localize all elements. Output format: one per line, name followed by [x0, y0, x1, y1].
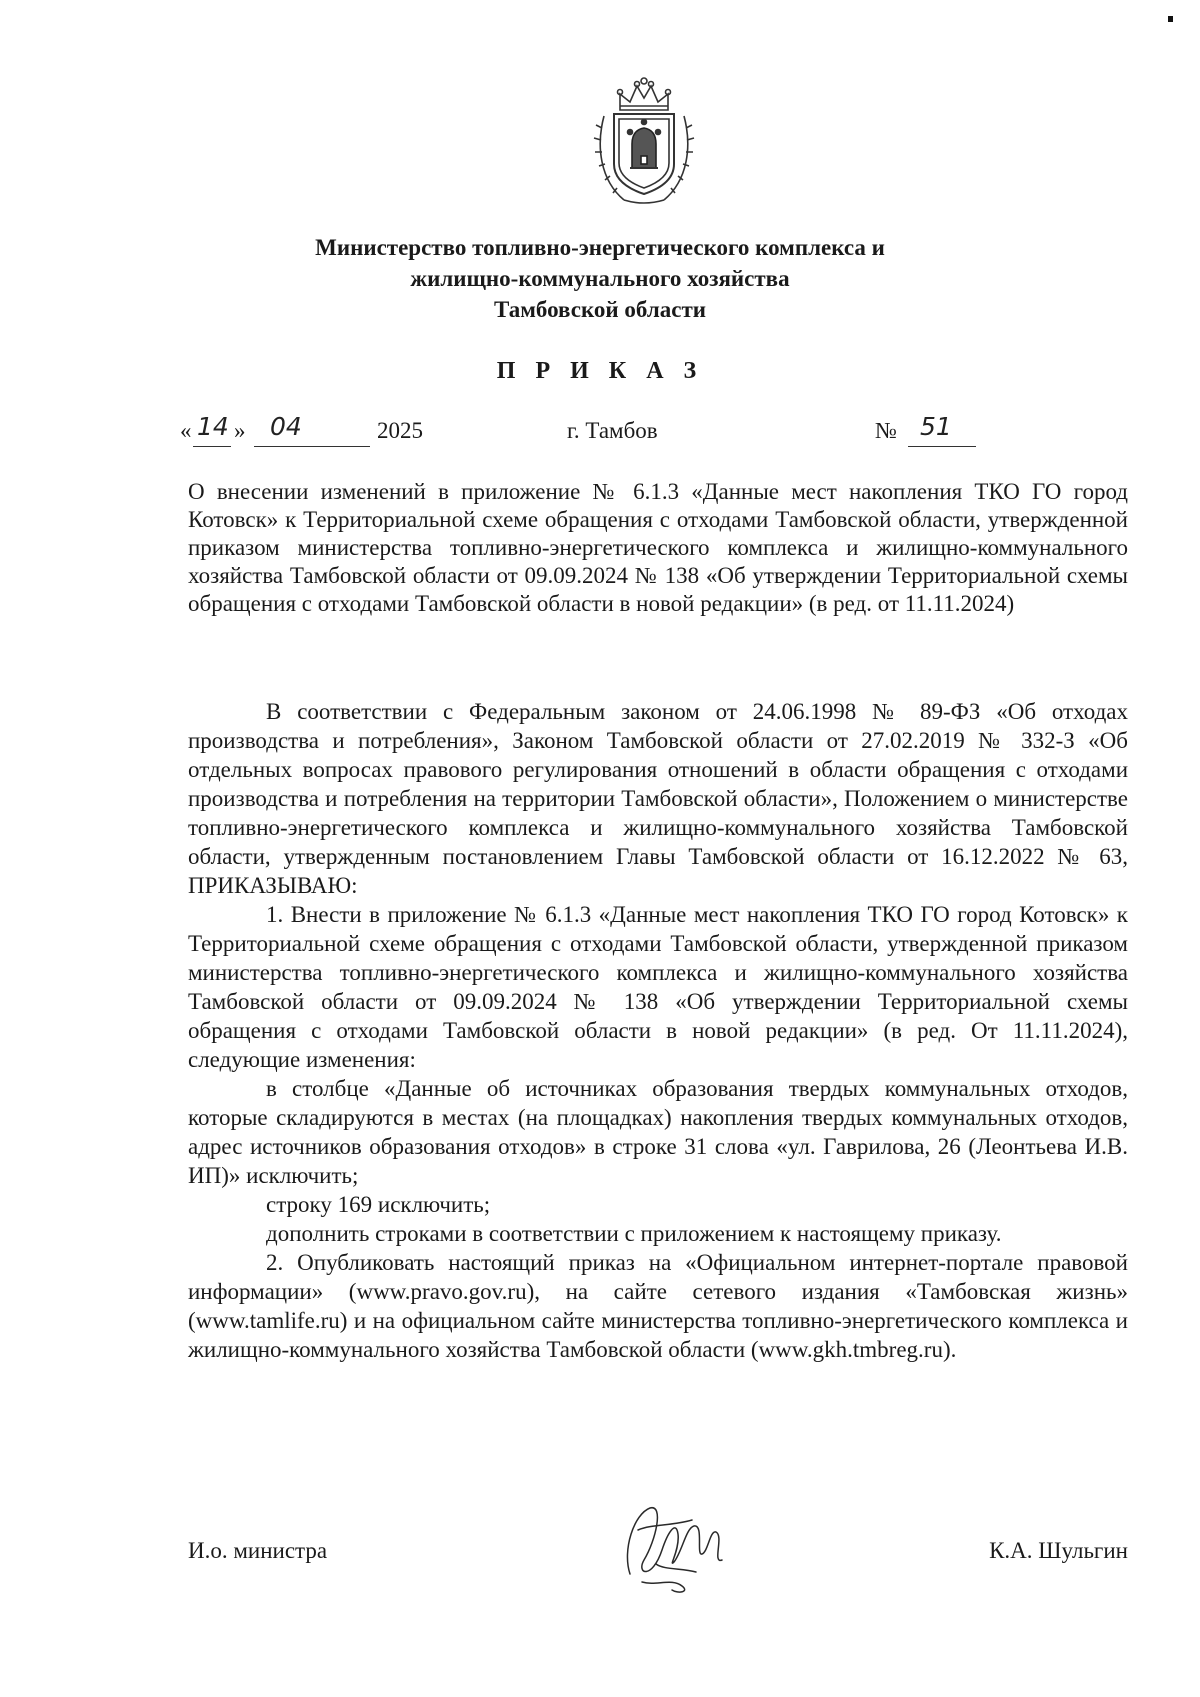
date-close-quote: »: [234, 418, 246, 443]
signatory-position: И.о. министра: [188, 1538, 328, 1563]
handwritten-signature-icon: [612, 1490, 742, 1600]
date-open-quote: «: [180, 418, 192, 443]
scan-speck: [1168, 16, 1173, 22]
ministry-line-1: Министерство топливно-энергетического комплекса и: [315, 235, 885, 260]
signatory-name: К.А. Шульгин: [989, 1538, 1128, 1563]
date-year: 2025: [377, 418, 423, 443]
ministry-line-2: жилищно-коммунального хозяйства: [410, 266, 790, 291]
date-month: 04: [270, 412, 302, 441]
preamble-paragraph: В соответствии с Федеральным законом от 24.06.1998 № 89-ФЗ «Об отходах производства и потребления», Законом Тамбовской области от 27.02.2019 № 332-З «Об отдельных вопросах правового регулирования отношений в области обращения с отходами производства и потребления на территории Тамбовской области», Положением о министерстве топливно-энергетического комплекса и жилищно-коммунального хозяйства Тамбовской области, утвержденным постановлением Главы Тамбовской области от 16.12.2022 № 63, ПРИКАЗЫВАЮ:: [188, 699, 1128, 898]
document-type-title: П Р И К А З: [496, 358, 704, 384]
date-day: 14: [197, 412, 229, 441]
order-body: [188, 697, 1128, 1364]
order-subject: О внесении изменений в приложение № 6.1.3 «Данные мест накопления ТКО ГО город Котовск» к Территориальной схеме обращения с отходами Тамбовской области, утвержденной приказом министерства топливно-энергетического комплекса и жилищно-коммунального хозяйства Тамбовской области от 09.09.2024 № 138 «Об утверждении Территориальной схемы обращения с отходами Тамбовской области в новой редакции» (в ред. от 11.11.2024): [188, 479, 1128, 616]
city: г. Тамбов: [567, 418, 658, 443]
item-1-change-a: в столбце «Данные об источниках образования твердых коммунальных отходов, которые складируются в местах (на площадках) накопления твердых коммунальных отходов, адрес источников образования отходов» в строке 31 слова «ул. Гаврилова, 26 (Леонтьева И.В. ИП)» исключить;: [188, 1076, 1128, 1188]
item-1-change-c: дополнить строками в соответствии с приложением к настоящему приказу.: [266, 1221, 1002, 1246]
ministry-line-3: Тамбовской области: [493, 297, 706, 322]
item-1-change-b: строку 169 исключить;: [266, 1192, 491, 1217]
item-1-paragraph: 1. Внести в приложение № 6.1.3 «Данные мест накопления ТКО ГО город Котовск» к Территориальной схеме обращения с отходами Тамбовской области, утвержденной приказом министерства топливно-энергетического комплекса и жилищно-коммунального хозяйства Тамбовской области от 09.09.2024 № 138 «Об утверждении Территориальной схемы обращения с отходами Тамбовской области в новой редакции» (в ред. От 11.11.2024), следующие изменения:: [188, 902, 1128, 1072]
coat-of-arms-icon: [590, 76, 698, 208]
number-label: №: [875, 418, 897, 443]
ministry-name: [180, 232, 1020, 325]
month-underline: [254, 446, 370, 447]
date-number-row: [0, 412, 1200, 458]
item-2-paragraph: 2. Опубликовать настоящий приказ на «Официальном интернет-портале правовой информации» (www.pravo.gov.ru), на сайте сетевого издания «Тамбовская жизнь» (www.tamlife.ru) и на официальном сайте министерства топливно-энергетического комплекса и жилищно-коммунального хозяйства Тамбовской области (www.gkh.tmbreg.ru).: [188, 1250, 1128, 1362]
order-number: 51: [920, 412, 952, 441]
number-underline: [908, 446, 976, 447]
day-underline: [193, 446, 231, 447]
